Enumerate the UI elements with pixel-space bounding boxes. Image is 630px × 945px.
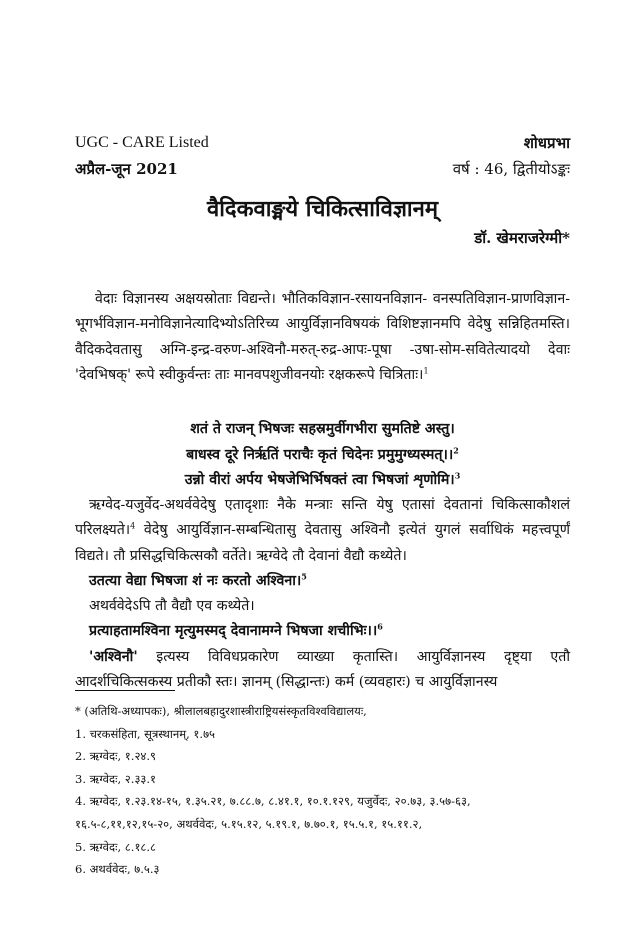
- footnote: 5. ऋग्वेदः, ८.१८.८: [75, 839, 157, 854]
- article-author: डॉ. खेमराजरेग्मी*: [474, 229, 570, 247]
- footnote-ref-5: 5: [301, 571, 307, 582]
- footnote: 4. ऋग्वेदः, १.२३.१४-१५, १.३५.२१, ७.८८.७, ८.४१.१, १०.१.१२९, यजुर्वेदः, २०.७३, ३.५७-६३,: [75, 794, 471, 809]
- verse-text: उतत्या वेद्या भिषजा शं नः करतो अश्विना।: [89, 572, 302, 589]
- paragraph-text: इत्यस्य विविधप्रकारेण व्याख्या कृतास्ति। आयुर्विज्ञानस्य दृष्ट्या एतौ आदर्शचिकित्सकस्य प्रतीकौ स्तः। ज्ञानम् (सिद्धान्तः) कर्म (व्यवहारः) च आयुर्विज्ञानस्य: [75, 648, 570, 691]
- intro-paragraph: [75, 287, 570, 388]
- footnote-divider: [75, 690, 175, 691]
- journal-listing: UGC - CARE Listed: [75, 134, 209, 151]
- main-body: [75, 493, 570, 695]
- journal-name: शोधप्रभा: [523, 134, 570, 152]
- paragraph: [75, 594, 570, 619]
- verse-line: [75, 569, 570, 594]
- paragraph-text: ऋग्वेद-यजुर्वेद-अथर्ववेदेषु एतादृशाः नैके मन्त्राः सन्ति येषु एतासां देवतानां चिकित्साकौशलं परिलक्ष्यते।: [75, 497, 570, 539]
- footnotes: [75, 700, 575, 881]
- footnote: १६.५-८,११,१२,१५-२०, अथर्ववेदः, ५.१५.१२, ५.१९.१, ७.७०.१, १५.५.१, १५.११.२,: [75, 816, 423, 831]
- footnote: 1. चरकसंहिता, सूत्रस्थानम्, १.७५: [75, 726, 216, 741]
- paragraph-text: अथर्ववेदेऽपि तौ वैद्यौ एव कथ्येते।: [89, 598, 255, 615]
- paragraph: [75, 645, 570, 696]
- verse-text: शतं ते राजन् भिषजः सहस्रमुर्वीगभीरा सुमतिष्टे अस्तु।: [190, 421, 455, 437]
- footnote-ref-4: 4: [130, 521, 136, 531]
- footnote: * (अतिथि-अध्यापकः), श्रीलालबहादुरशास्त्रीराष्ट्रियसंस्कृतविश्वविद्यालयः,: [75, 704, 367, 718]
- paragraph: [75, 493, 570, 569]
- verse-line: [75, 443, 570, 469]
- quoted-term: 'अश्विनौ': [89, 648, 138, 665]
- paragraph-text: वेदेषु आयुर्विज्ञान-सम्बन्धितासु देवतासु अश्विनौ इत्येतं युगलं सर्वाधिकं महत्त्वपूर्णं विद्यते। तौ प्रसिद्धचिकित्सकौ वर्तेते। ऋग्वेदे तौ देवानां वैद्यौ कथ्येते।: [75, 522, 570, 564]
- verse-line: [75, 468, 570, 494]
- intro-text: वेदाः विज्ञानस्य अक्षयस्रोताः विद्यन्ते। भौतिकविज्ञान-रसायनविज्ञान- वनस्पतिविज्ञान-प्राणविज्ञान- भूगर्भविज्ञान-मनोविज्ञानेत्यादिभ्योऽतिरिच्य आयुर्विज्ञानविषयकं विशिष्टज्ञानमपि वेदेषु सन्निहितमस्ति। वैदिकदेवतासु अग्नि-इन्द्र-वरुण-अश्विनौ-मरुत्-रुद्र-आपः-पूषा -उषा-सोम-सवितेत्यादयो देवाः 'देवभिषक्' रूपे स्वीकुर्वन्तः ताः मानवपशुजीवनयोः रक्षकरूपे चित्रिताः।: [75, 291, 570, 383]
- issue-volume: वर्ष : 46, द्वितीयोऽङ्कः: [452, 160, 570, 178]
- footnote: 3. ऋग्वेदः, २.३३.१: [75, 771, 157, 786]
- article-title: वैदिकवाङ्मये चिकित्साविज्ञानम्: [206, 196, 438, 222]
- verse-block: [75, 417, 570, 494]
- footnote-ref-6: 6: [377, 621, 383, 632]
- footnote: 2. ऋग्वेदः, १.२४.९: [75, 749, 157, 764]
- footnote-ref: 3: [454, 470, 461, 481]
- verse-text: बाधस्व दूरे निर्ऋतिं पराचैः कृतं चिदेनः प्रमुमुग्ध्यस्मत्।।: [186, 446, 454, 463]
- footnote-ref-1: 1: [423, 366, 429, 376]
- verse-line: [75, 619, 570, 644]
- footnote-ref: 2: [453, 444, 459, 455]
- verse-text: प्रत्याहतामश्विना मृत्युमस्मद् देवानामग्ने भिषजा शचीभिः।।: [89, 623, 378, 640]
- verse-line: [75, 417, 570, 443]
- verse-text: उन्नो वीरां अर्पय भेषजेभिर्भिषक्तं त्वा भिषजां शृणोमि।: [184, 472, 455, 488]
- issue-date: अप्रैल-जून 2021: [75, 160, 178, 178]
- footnote: 6. अथर्ववेदः, ७.५.३: [75, 862, 160, 877]
